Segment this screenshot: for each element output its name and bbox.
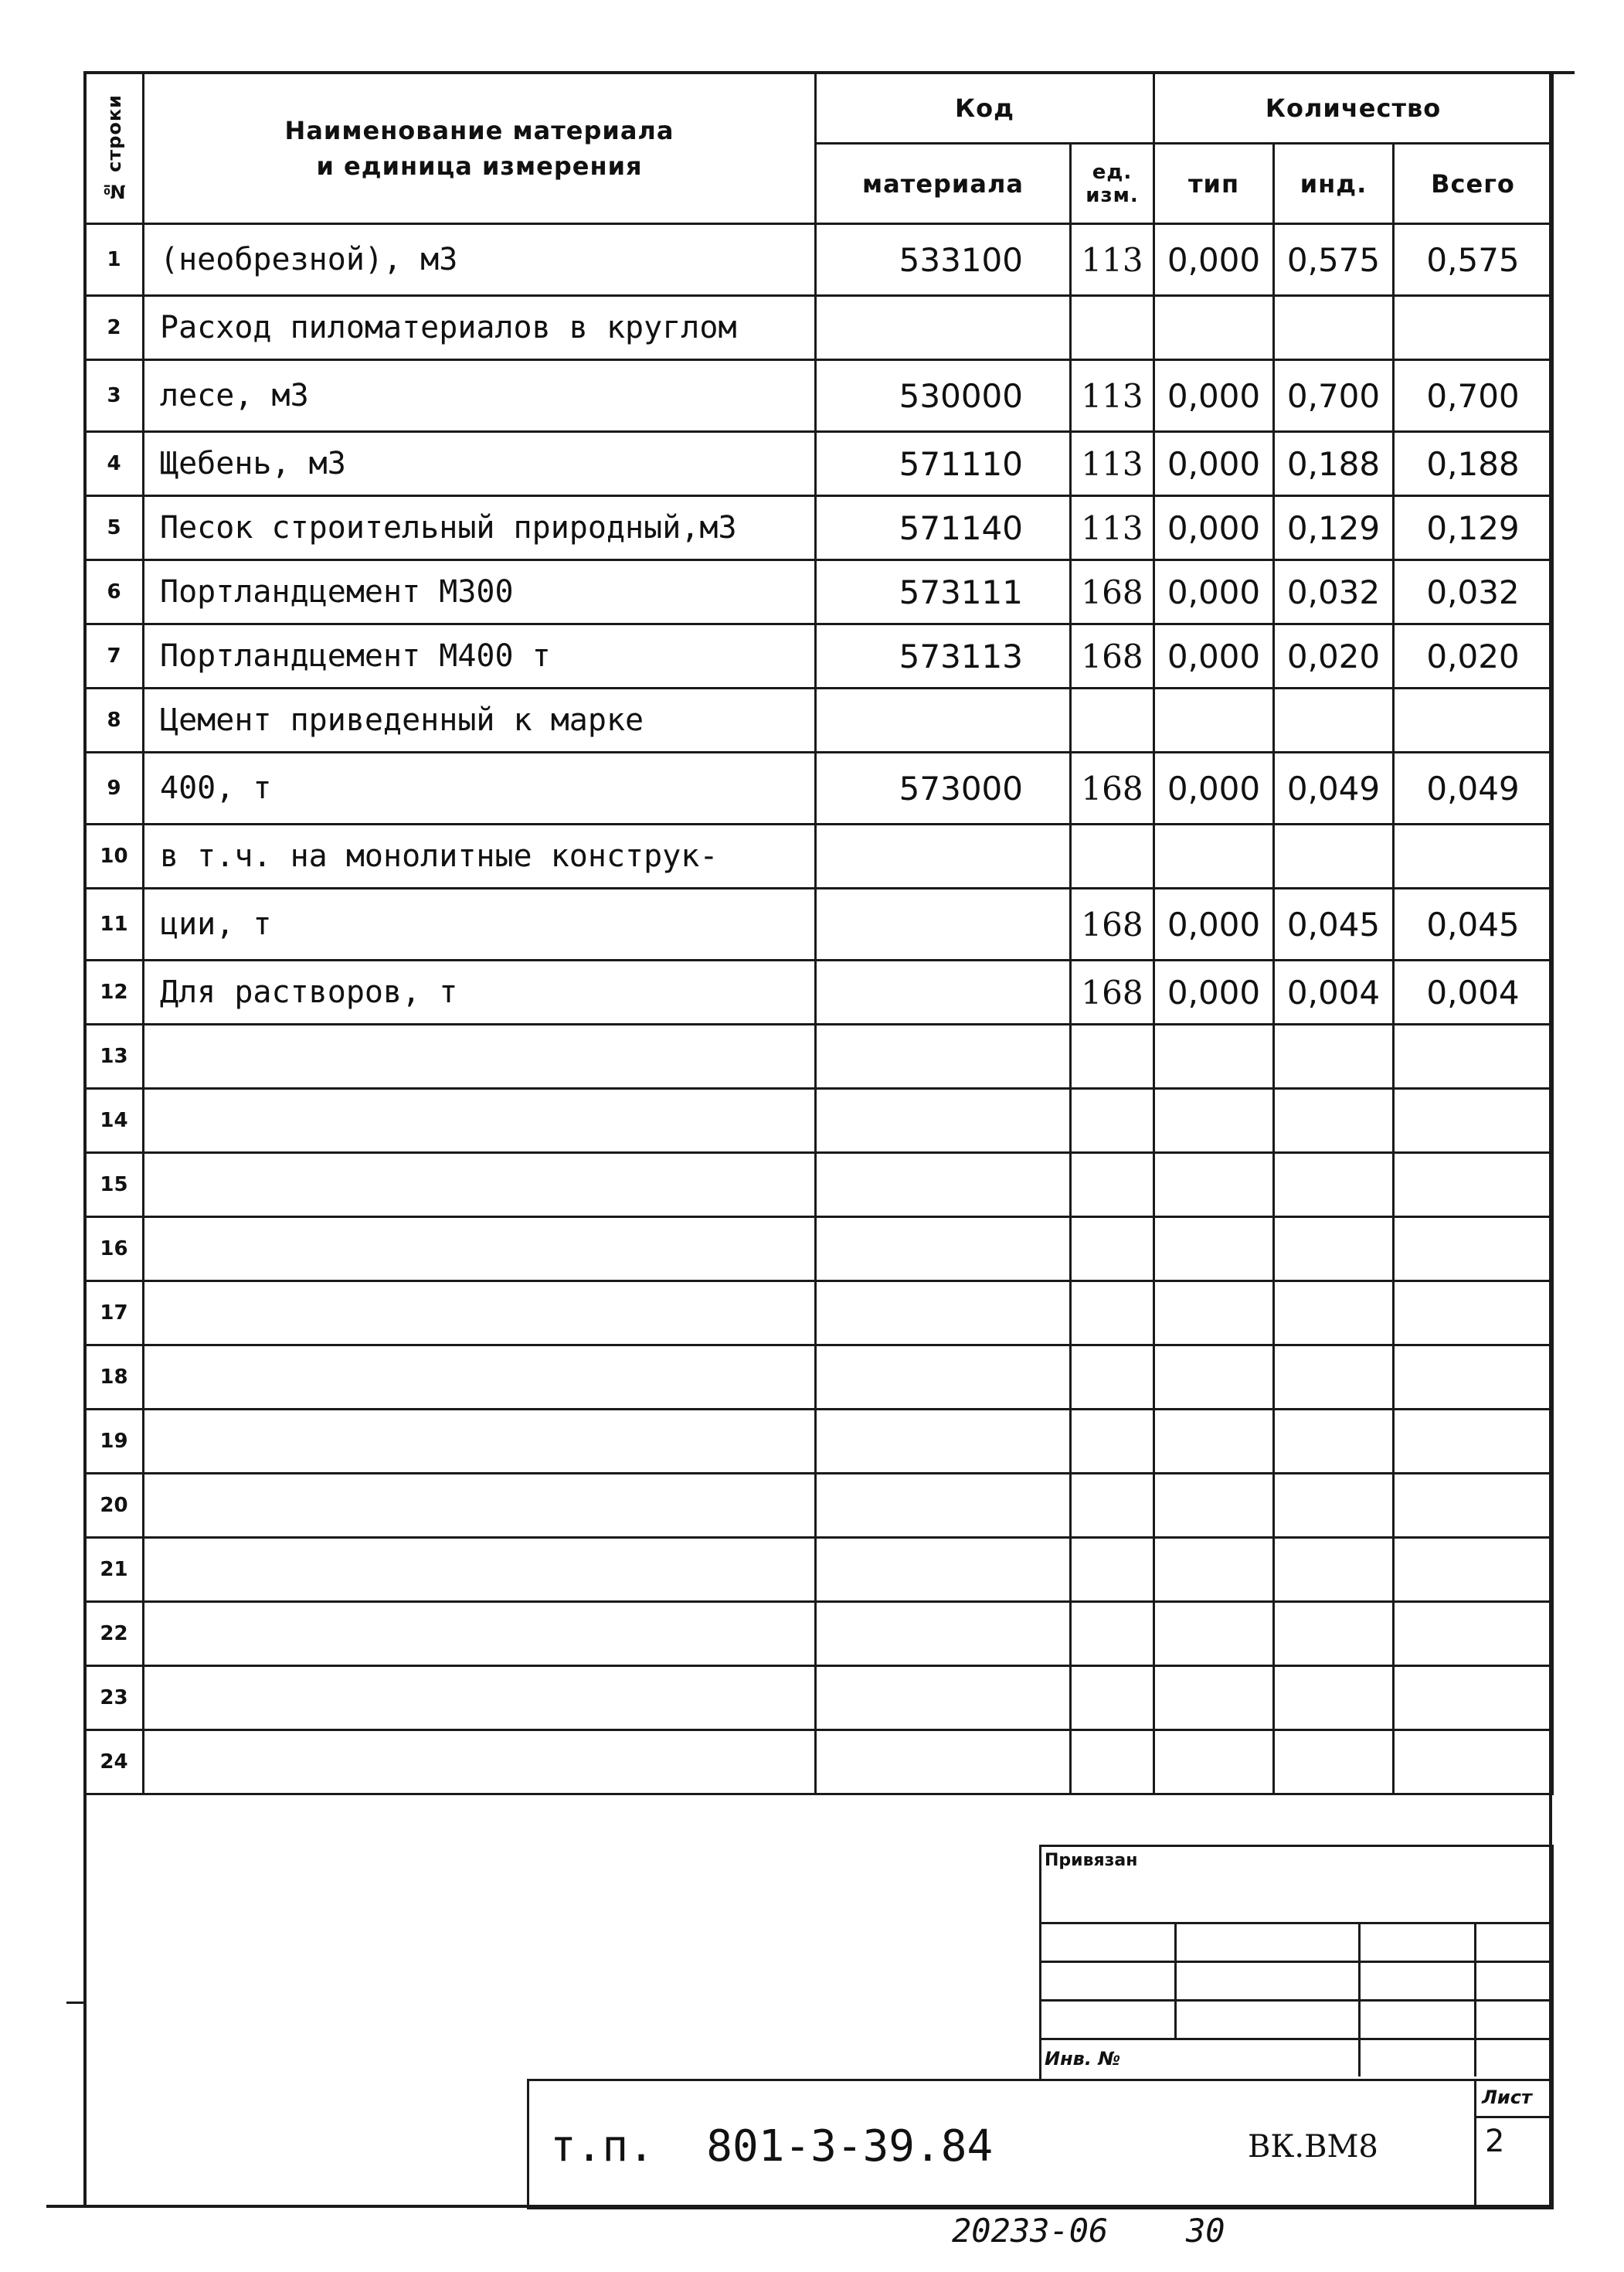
quantity-ind [1274, 1281, 1394, 1345]
material-name [144, 1474, 816, 1538]
material-name: Щебень, м3 [144, 432, 816, 496]
archive-number: 20233-06 [952, 2212, 1109, 2250]
quantity-ind [1274, 1217, 1394, 1281]
quantity-type: 0,000 [1154, 432, 1274, 496]
quantity-ind: 0,032 [1274, 560, 1394, 624]
material-code [816, 1730, 1071, 1794]
material-code [816, 1410, 1071, 1474]
material-name: Расход пиломатериалов в круглом [144, 296, 816, 360]
material-name [144, 1217, 816, 1281]
material-name: Портландцемент М300 [144, 560, 816, 624]
row-number [85, 1025, 144, 1089]
name-header-line2: и единица измерения [316, 151, 643, 181]
material-name [144, 1153, 816, 1217]
quantity-ind: 0,049 [1274, 753, 1394, 825]
unit-code: 113 [1071, 496, 1154, 560]
quantity-ind [1274, 1089, 1394, 1153]
quantity-ind [1274, 1345, 1394, 1410]
row-number [85, 753, 144, 825]
quantity-total [1394, 689, 1553, 753]
material-code [816, 825, 1071, 889]
material-name [144, 1730, 816, 1794]
document-code: ВК.ВМ8 [1248, 2129, 1378, 2165]
row-number-label: 2 [107, 316, 121, 339]
project-code: т.п. 801-3-39.84 [550, 2121, 994, 2172]
unit-code: 113 [1071, 432, 1154, 496]
table-row [85, 1666, 1553, 1730]
material-name [144, 1089, 816, 1153]
quantity-ind [1274, 1666, 1394, 1730]
material-code: 533100 [816, 224, 1071, 296]
material-name [144, 1602, 816, 1666]
quantity-total [1394, 1025, 1553, 1089]
table-row [85, 1602, 1553, 1666]
quantity-type [1154, 1538, 1274, 1602]
quantity-total [1394, 1410, 1553, 1474]
row-number [85, 624, 144, 689]
row-number-label: 7 [107, 645, 121, 668]
quantity-type [1154, 1345, 1274, 1410]
unit-code [1071, 1730, 1154, 1794]
unit-code [1071, 1666, 1154, 1730]
quantity-total: 0,004 [1394, 961, 1553, 1025]
material-name [144, 1410, 816, 1474]
approval-stamp-col-line [1474, 1922, 1476, 2076]
table-row [85, 961, 1553, 1025]
quantity-ind [1274, 1153, 1394, 1217]
unit-code [1071, 1089, 1154, 1153]
quantity-type [1154, 1410, 1274, 1474]
row-number [85, 496, 144, 560]
row-number [85, 1538, 144, 1602]
table-row [85, 1217, 1553, 1281]
row-number [85, 1666, 144, 1730]
name-header [144, 73, 816, 224]
unit-code: 168 [1071, 560, 1154, 624]
material-code [816, 296, 1071, 360]
unit-code: 168 [1071, 624, 1154, 689]
material-name: ции, т [144, 889, 816, 961]
material-code [816, 1281, 1071, 1345]
material-code: 573000 [816, 753, 1071, 825]
frame-top-line [83, 71, 1575, 74]
quantity-type [1154, 1281, 1274, 1345]
row-number-label: 13 [100, 1045, 128, 1068]
material-name: (необрезной), м3 [144, 224, 816, 296]
row-number [85, 432, 144, 496]
approval-stamp-col-line [1174, 1922, 1177, 2038]
quantity-total [1394, 1602, 1553, 1666]
material-code [816, 1666, 1071, 1730]
row-number [85, 360, 144, 432]
unit-code [1071, 1281, 1154, 1345]
material-name: в т.ч. на монолитные конструк- [144, 825, 816, 889]
quantity-ind [1274, 1730, 1394, 1794]
quantity-type [1154, 689, 1274, 753]
quantity-total: 0,700 [1394, 360, 1553, 432]
table-row [85, 296, 1553, 360]
material-name: Портландцемент М400 т [144, 624, 816, 689]
material-code [816, 1345, 1071, 1410]
quantity-type [1154, 1666, 1274, 1730]
row-number-label: 19 [100, 1430, 128, 1453]
quantity-total [1394, 1281, 1553, 1345]
table-row [85, 825, 1553, 889]
quantity-ind [1274, 825, 1394, 889]
quantity-type: 0,000 [1154, 961, 1274, 1025]
row-number [85, 1345, 144, 1410]
quantity-ind [1274, 1474, 1394, 1538]
approval-stamp [1039, 1845, 1554, 2081]
quantity-type [1154, 825, 1274, 889]
row-number-header: № строки [85, 73, 144, 224]
table-row [85, 624, 1553, 689]
unit-code [1071, 1602, 1154, 1666]
materials-table [83, 71, 1554, 1795]
table-row [85, 1410, 1553, 1474]
material-code: 573111 [816, 560, 1071, 624]
quantity-ind [1274, 1025, 1394, 1089]
title-block-sheet-row-line [1474, 2116, 1551, 2118]
quantity-type [1154, 1153, 1274, 1217]
table-row [85, 1730, 1553, 1794]
material-code [816, 1089, 1071, 1153]
ind-header: инд. [1274, 144, 1394, 224]
quantity-total [1394, 1217, 1553, 1281]
name-header-line1: Наименование материала [284, 115, 674, 145]
row-number [85, 560, 144, 624]
table-row [85, 432, 1553, 496]
unit-code [1071, 1474, 1154, 1538]
unit-code [1071, 296, 1154, 360]
row-number-label: 23 [100, 1686, 128, 1709]
material-name: Для растворов, т [144, 961, 816, 1025]
row-number [85, 961, 144, 1025]
material-code [816, 1025, 1071, 1089]
quantity-total: 0,032 [1394, 560, 1553, 624]
quantity-type [1154, 1602, 1274, 1666]
sheet-number: 2 [1485, 2124, 1505, 2159]
quantity-type [1154, 1474, 1274, 1538]
quantity-total [1394, 1153, 1553, 1217]
row-number [85, 825, 144, 889]
table-row [85, 1089, 1553, 1153]
unit-code [1071, 1217, 1154, 1281]
table-row [85, 1025, 1553, 1089]
row-number-label: 11 [100, 913, 128, 936]
row-number-label: 8 [107, 709, 121, 732]
material-name: 400, т [144, 753, 816, 825]
row-number-label: 3 [107, 384, 121, 407]
unit-code [1071, 1153, 1154, 1217]
quantity-total: 0,575 [1394, 224, 1553, 296]
quantity-group-header: Количество [1154, 73, 1553, 144]
quantity-type [1154, 296, 1274, 360]
row-number [85, 889, 144, 961]
row-number [85, 1602, 144, 1666]
row-number-label: 15 [100, 1173, 128, 1196]
row-number [85, 1730, 144, 1794]
quantity-ind: 0,188 [1274, 432, 1394, 496]
quantity-ind: 0,575 [1274, 224, 1394, 296]
unit-code: 113 [1071, 360, 1154, 432]
row-number [85, 1089, 144, 1153]
row-number [85, 1281, 144, 1345]
inventory-number-label: Инв. № [1045, 2048, 1121, 2070]
row-number [85, 296, 144, 360]
quantity-ind: 0,045 [1274, 889, 1394, 961]
sheet-label: Лист [1482, 2087, 1532, 2108]
material-code: 530000 [816, 360, 1071, 432]
unit-code [1071, 689, 1154, 753]
quantity-total: 0,129 [1394, 496, 1553, 560]
row-number-label: 12 [100, 981, 128, 1004]
material-name [144, 1666, 816, 1730]
quantity-type [1154, 1730, 1274, 1794]
quantity-type [1154, 1217, 1274, 1281]
material-code: 571140 [816, 496, 1071, 560]
row-number-label: 17 [100, 1301, 128, 1325]
unit-code: 168 [1071, 753, 1154, 825]
quantity-ind: 0,129 [1274, 496, 1394, 560]
total-header: Всего [1394, 144, 1553, 224]
frame-left-line [83, 71, 87, 2208]
row-number-label: 14 [100, 1109, 128, 1132]
material-code [816, 961, 1071, 1025]
quantity-total [1394, 1730, 1553, 1794]
material-code [816, 1538, 1071, 1602]
quantity-ind: 0,020 [1274, 624, 1394, 689]
unit-code: 168 [1071, 961, 1154, 1025]
material-name [144, 1281, 816, 1345]
unit-code [1071, 1025, 1154, 1089]
material-code [816, 689, 1071, 753]
quantity-total [1394, 825, 1553, 889]
table-row [85, 689, 1553, 753]
quantity-ind [1274, 689, 1394, 753]
unit-code: 168 [1071, 889, 1154, 961]
row-number-label: 1 [107, 248, 121, 271]
row-number [85, 689, 144, 753]
quantity-ind [1274, 1602, 1394, 1666]
quantity-type: 0,000 [1154, 560, 1274, 624]
approved-label: Привязан [1045, 1851, 1138, 1870]
quantity-ind [1274, 1538, 1394, 1602]
unit-header: ед. изм. [1071, 144, 1154, 224]
left-edge-tick [66, 2002, 83, 2004]
row-number-label: 18 [100, 1366, 128, 1389]
material-name: Цемент приведенный к марке [144, 689, 816, 753]
table-row [85, 1281, 1553, 1345]
material-code [816, 1474, 1071, 1538]
quantity-type: 0,000 [1154, 889, 1274, 961]
material-name [144, 1025, 816, 1089]
quantity-ind [1274, 296, 1394, 360]
unit-code [1071, 1410, 1154, 1474]
quantity-total [1394, 1089, 1553, 1153]
page-number: 30 [1186, 2212, 1225, 2250]
row-number [85, 1410, 144, 1474]
quantity-ind: 0,004 [1274, 961, 1394, 1025]
row-number-label: 16 [100, 1237, 128, 1260]
quantity-total [1394, 1474, 1553, 1538]
material-name [144, 1345, 816, 1410]
material-code [816, 1217, 1071, 1281]
unit-code [1071, 825, 1154, 889]
quantity-total [1394, 1345, 1553, 1410]
table-row [85, 1474, 1553, 1538]
table-row [85, 224, 1553, 296]
quantity-total [1394, 296, 1553, 360]
row-number [85, 1474, 144, 1538]
material-name: Песок строительный природный,м3 [144, 496, 816, 560]
quantity-total: 0,049 [1394, 753, 1553, 825]
quantity-total: 0,188 [1394, 432, 1553, 496]
row-number [85, 224, 144, 296]
material-code-header: материала [816, 144, 1071, 224]
material-code [816, 889, 1071, 961]
quantity-type: 0,000 [1154, 224, 1274, 296]
quantity-ind [1274, 1410, 1394, 1474]
row-number-label: 5 [107, 516, 121, 539]
quantity-type [1154, 1025, 1274, 1089]
row-number-label: 9 [107, 777, 121, 800]
row-number-label: 20 [100, 1494, 128, 1517]
materials-table-body [85, 224, 1553, 1794]
quantity-total [1394, 1666, 1553, 1730]
row-number [85, 1153, 144, 1217]
row-number-label: 22 [100, 1622, 128, 1645]
row-number [85, 1217, 144, 1281]
table-row [85, 496, 1553, 560]
table-row [85, 889, 1553, 961]
row-number-label: 6 [107, 580, 121, 604]
unit-code [1071, 1538, 1154, 1602]
unit-code [1071, 1345, 1154, 1410]
quantity-type: 0,000 [1154, 753, 1274, 825]
approval-stamp-col-line [1358, 1922, 1361, 2076]
title-block-sheet-divider [1474, 2079, 1476, 2205]
table-row [85, 1153, 1553, 1217]
material-code [816, 1602, 1071, 1666]
table-row [85, 360, 1553, 432]
quantity-total: 0,020 [1394, 624, 1553, 689]
row-number-label: 21 [100, 1558, 128, 1581]
quantity-type: 0,000 [1154, 624, 1274, 689]
quantity-total: 0,045 [1394, 889, 1553, 961]
material-name [144, 1538, 816, 1602]
quantity-type: 0,000 [1154, 360, 1274, 432]
row-number-label: 10 [100, 845, 128, 868]
code-group-header: Код [816, 73, 1154, 144]
table-row [85, 560, 1553, 624]
material-code: 573113 [816, 624, 1071, 689]
quantity-ind: 0,700 [1274, 360, 1394, 432]
material-name: лесе, м3 [144, 360, 816, 432]
row-number-label: 24 [100, 1750, 128, 1774]
quantity-type [1154, 1089, 1274, 1153]
quantity-type: 0,000 [1154, 496, 1274, 560]
unit-code: 113 [1071, 224, 1154, 296]
quantity-total [1394, 1538, 1553, 1602]
table-row [85, 1538, 1553, 1602]
type-header: тип [1154, 144, 1274, 224]
table-row [85, 753, 1553, 825]
row-number-label: 4 [107, 452, 121, 475]
table-row [85, 1345, 1553, 1410]
material-code [816, 1153, 1071, 1217]
material-code: 571110 [816, 432, 1071, 496]
